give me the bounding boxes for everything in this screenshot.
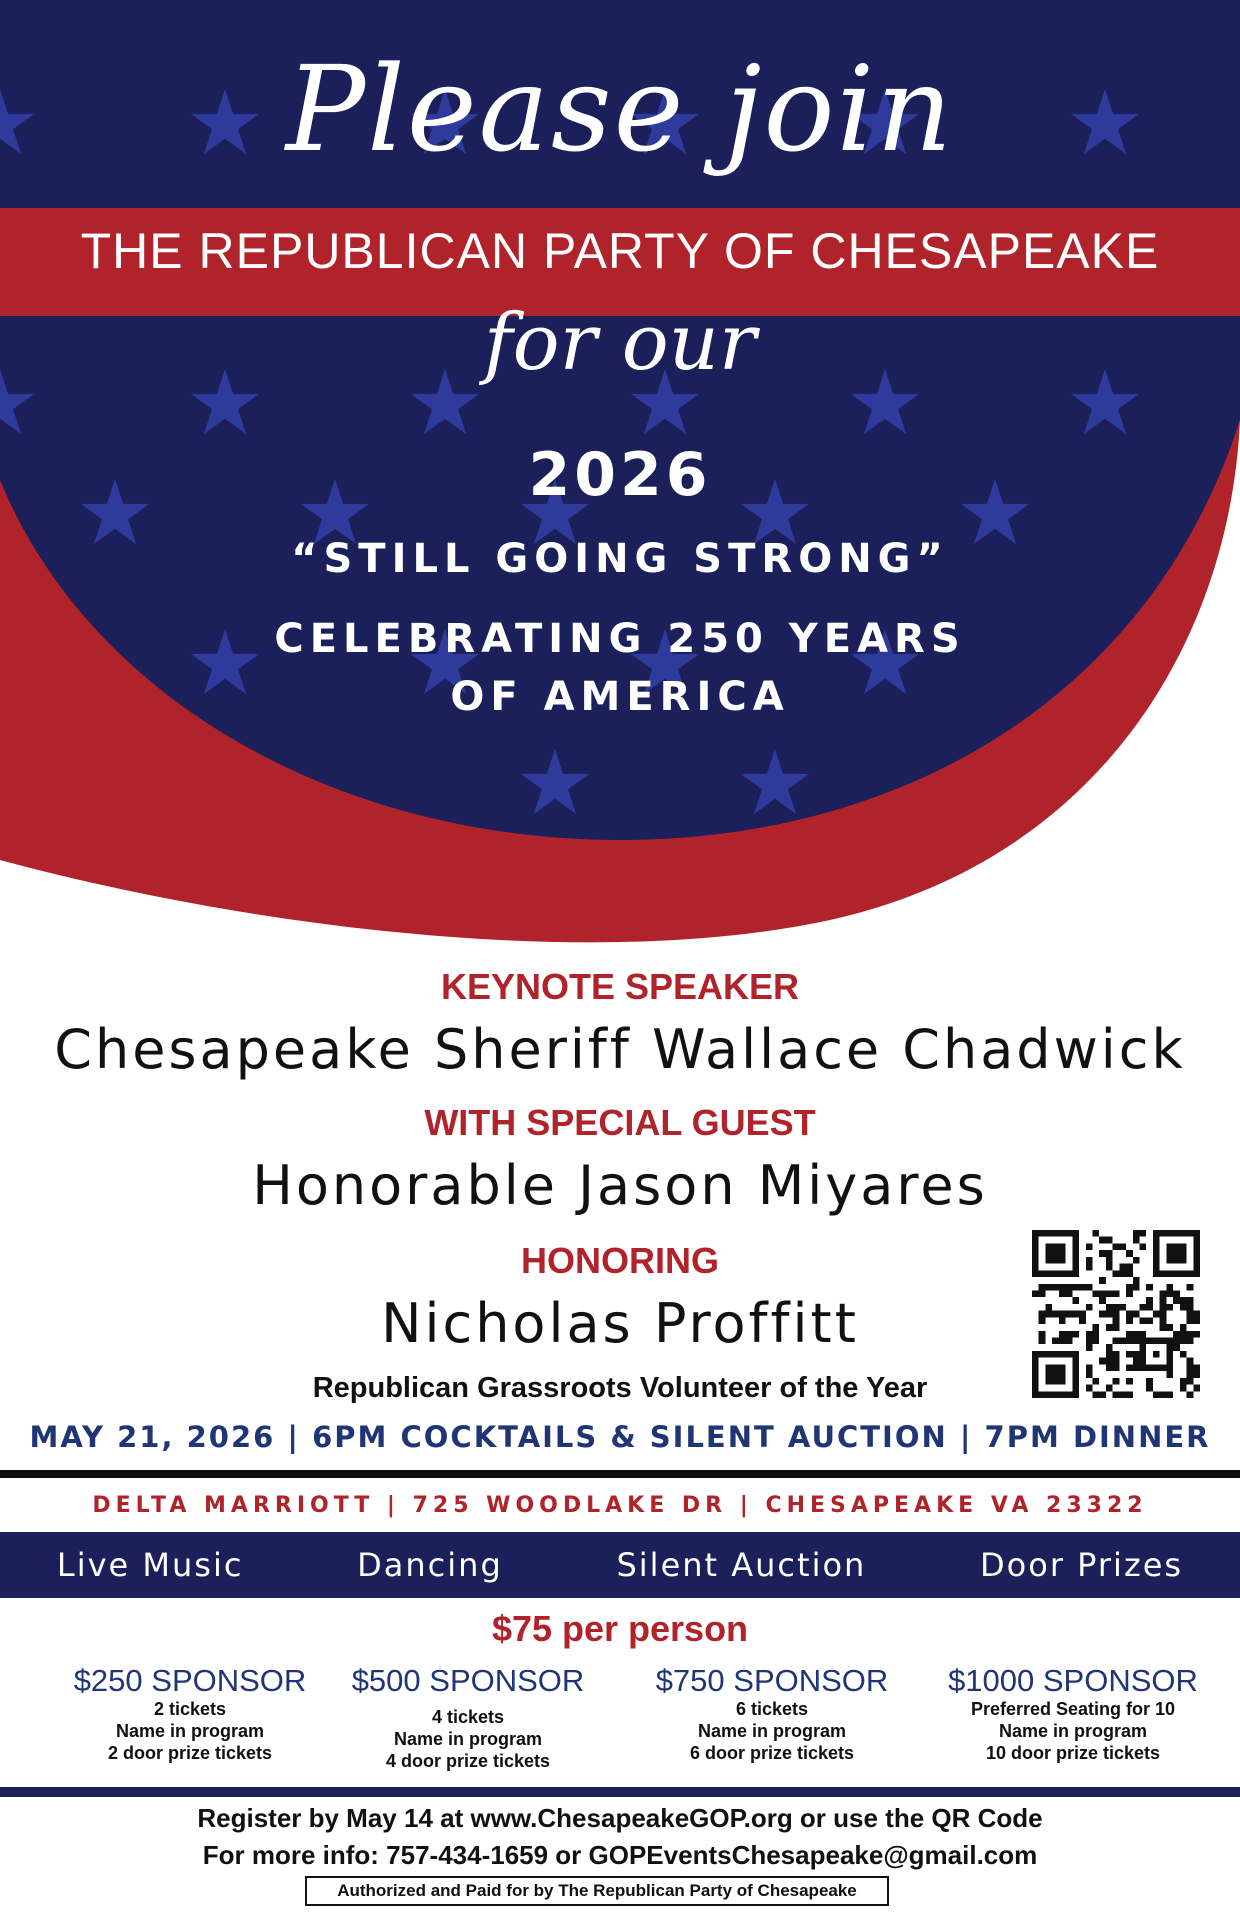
honoree-name: Nicholas Proffitt [381, 1292, 859, 1355]
features-bar [0, 1532, 1240, 1598]
organization-name: THE REPUBLICAN PARTY OF CHESAPEAKE [80, 223, 1160, 279]
tier-benefit: Name in program [998, 1721, 1148, 1741]
honoring-label: HONORING [521, 1240, 719, 1281]
tier-benefit: Name in program [393, 1729, 543, 1749]
for-our-script: for our [483, 298, 757, 388]
tier-benefit: Name in program [697, 1721, 847, 1741]
tier-title: $750 SPONSOR [655, 1663, 889, 1698]
tier-benefit: 6 tickets [735, 1699, 809, 1719]
sponsor-tier-1000 [923, 1664, 1223, 1764]
event-date-time: MAY 21, 2026 | 6PM COCKTAILS & SILENT AUCTION | 7PM DINNER [29, 1420, 1211, 1454]
celebrating-line-1: CELEBRATING 250 YEARS [274, 616, 966, 662]
divider-rule-navy [0, 1787, 1240, 1797]
tier-benefit: 2 door prize tickets [107, 1743, 273, 1763]
ticket-price: $75 per person [491, 1608, 749, 1649]
sponsor-tier-250 [40, 1664, 340, 1764]
tier-benefit: 2 tickets [153, 1699, 227, 1719]
tier-title: $250 SPONSOR [73, 1663, 307, 1698]
tier-title: $500 SPONSOR [351, 1663, 585, 1698]
tier-benefit: Preferred Seating for 10 [970, 1699, 1176, 1719]
tier-benefit: Name in program [115, 1721, 265, 1741]
event-tagline: “STILL GOING STRONG” [291, 536, 949, 582]
special-guest-label: WITH SPECIAL GUEST [424, 1102, 816, 1143]
sponsor-tier-750 [622, 1664, 922, 1764]
qr-code-icon[interactable] [1032, 1230, 1200, 1398]
headline-script: Please join [285, 40, 955, 178]
register-instructions: Register by May 14 at www.ChesapeakeGOP.org or use the QR Code [197, 1803, 1043, 1833]
keynote-speaker-name: Chesapeake Sheriff Wallace Chadwick [54, 1018, 1186, 1081]
sponsor-tier-500 [318, 1664, 618, 1772]
feature-door-prizes: Door Prizes [980, 1546, 1184, 1584]
feature-dancing: Dancing [357, 1546, 503, 1584]
event-year: 2026 [528, 440, 712, 510]
celebrating-line-2: OF AMERICA [450, 674, 790, 720]
tier-benefit: 4 door prize tickets [385, 1751, 551, 1771]
keynote-label: KEYNOTE SPEAKER [440, 966, 800, 1007]
paid-for-disclaimer: Authorized and Paid for by The Republican Party of Chesapeake [305, 1876, 889, 1906]
tier-benefit: 4 tickets [431, 1707, 505, 1727]
tier-benefit: 10 door prize tickets [985, 1743, 1161, 1763]
feature-live-music: Live Music [56, 1546, 244, 1584]
venue-address: DELTA MARRIOTT | 725 WOODLAKE DR | CHESAPEAKE VA 23322 [92, 1493, 1148, 1518]
honoree-title: Republican Grassroots Volunteer of the Year [312, 1372, 928, 1404]
tier-benefit: 6 door prize tickets [689, 1743, 855, 1763]
special-guest-name: Honorable Jason Miyares [252, 1154, 988, 1217]
feature-silent-auction: Silent Auction [616, 1546, 867, 1584]
contact-info: For more info: 757-434-1659 or GOPEventsChesapeake@gmail.com [202, 1840, 1038, 1870]
tier-title: $1000 SPONSOR [948, 1663, 1198, 1698]
divider-rule [0, 1470, 1240, 1478]
